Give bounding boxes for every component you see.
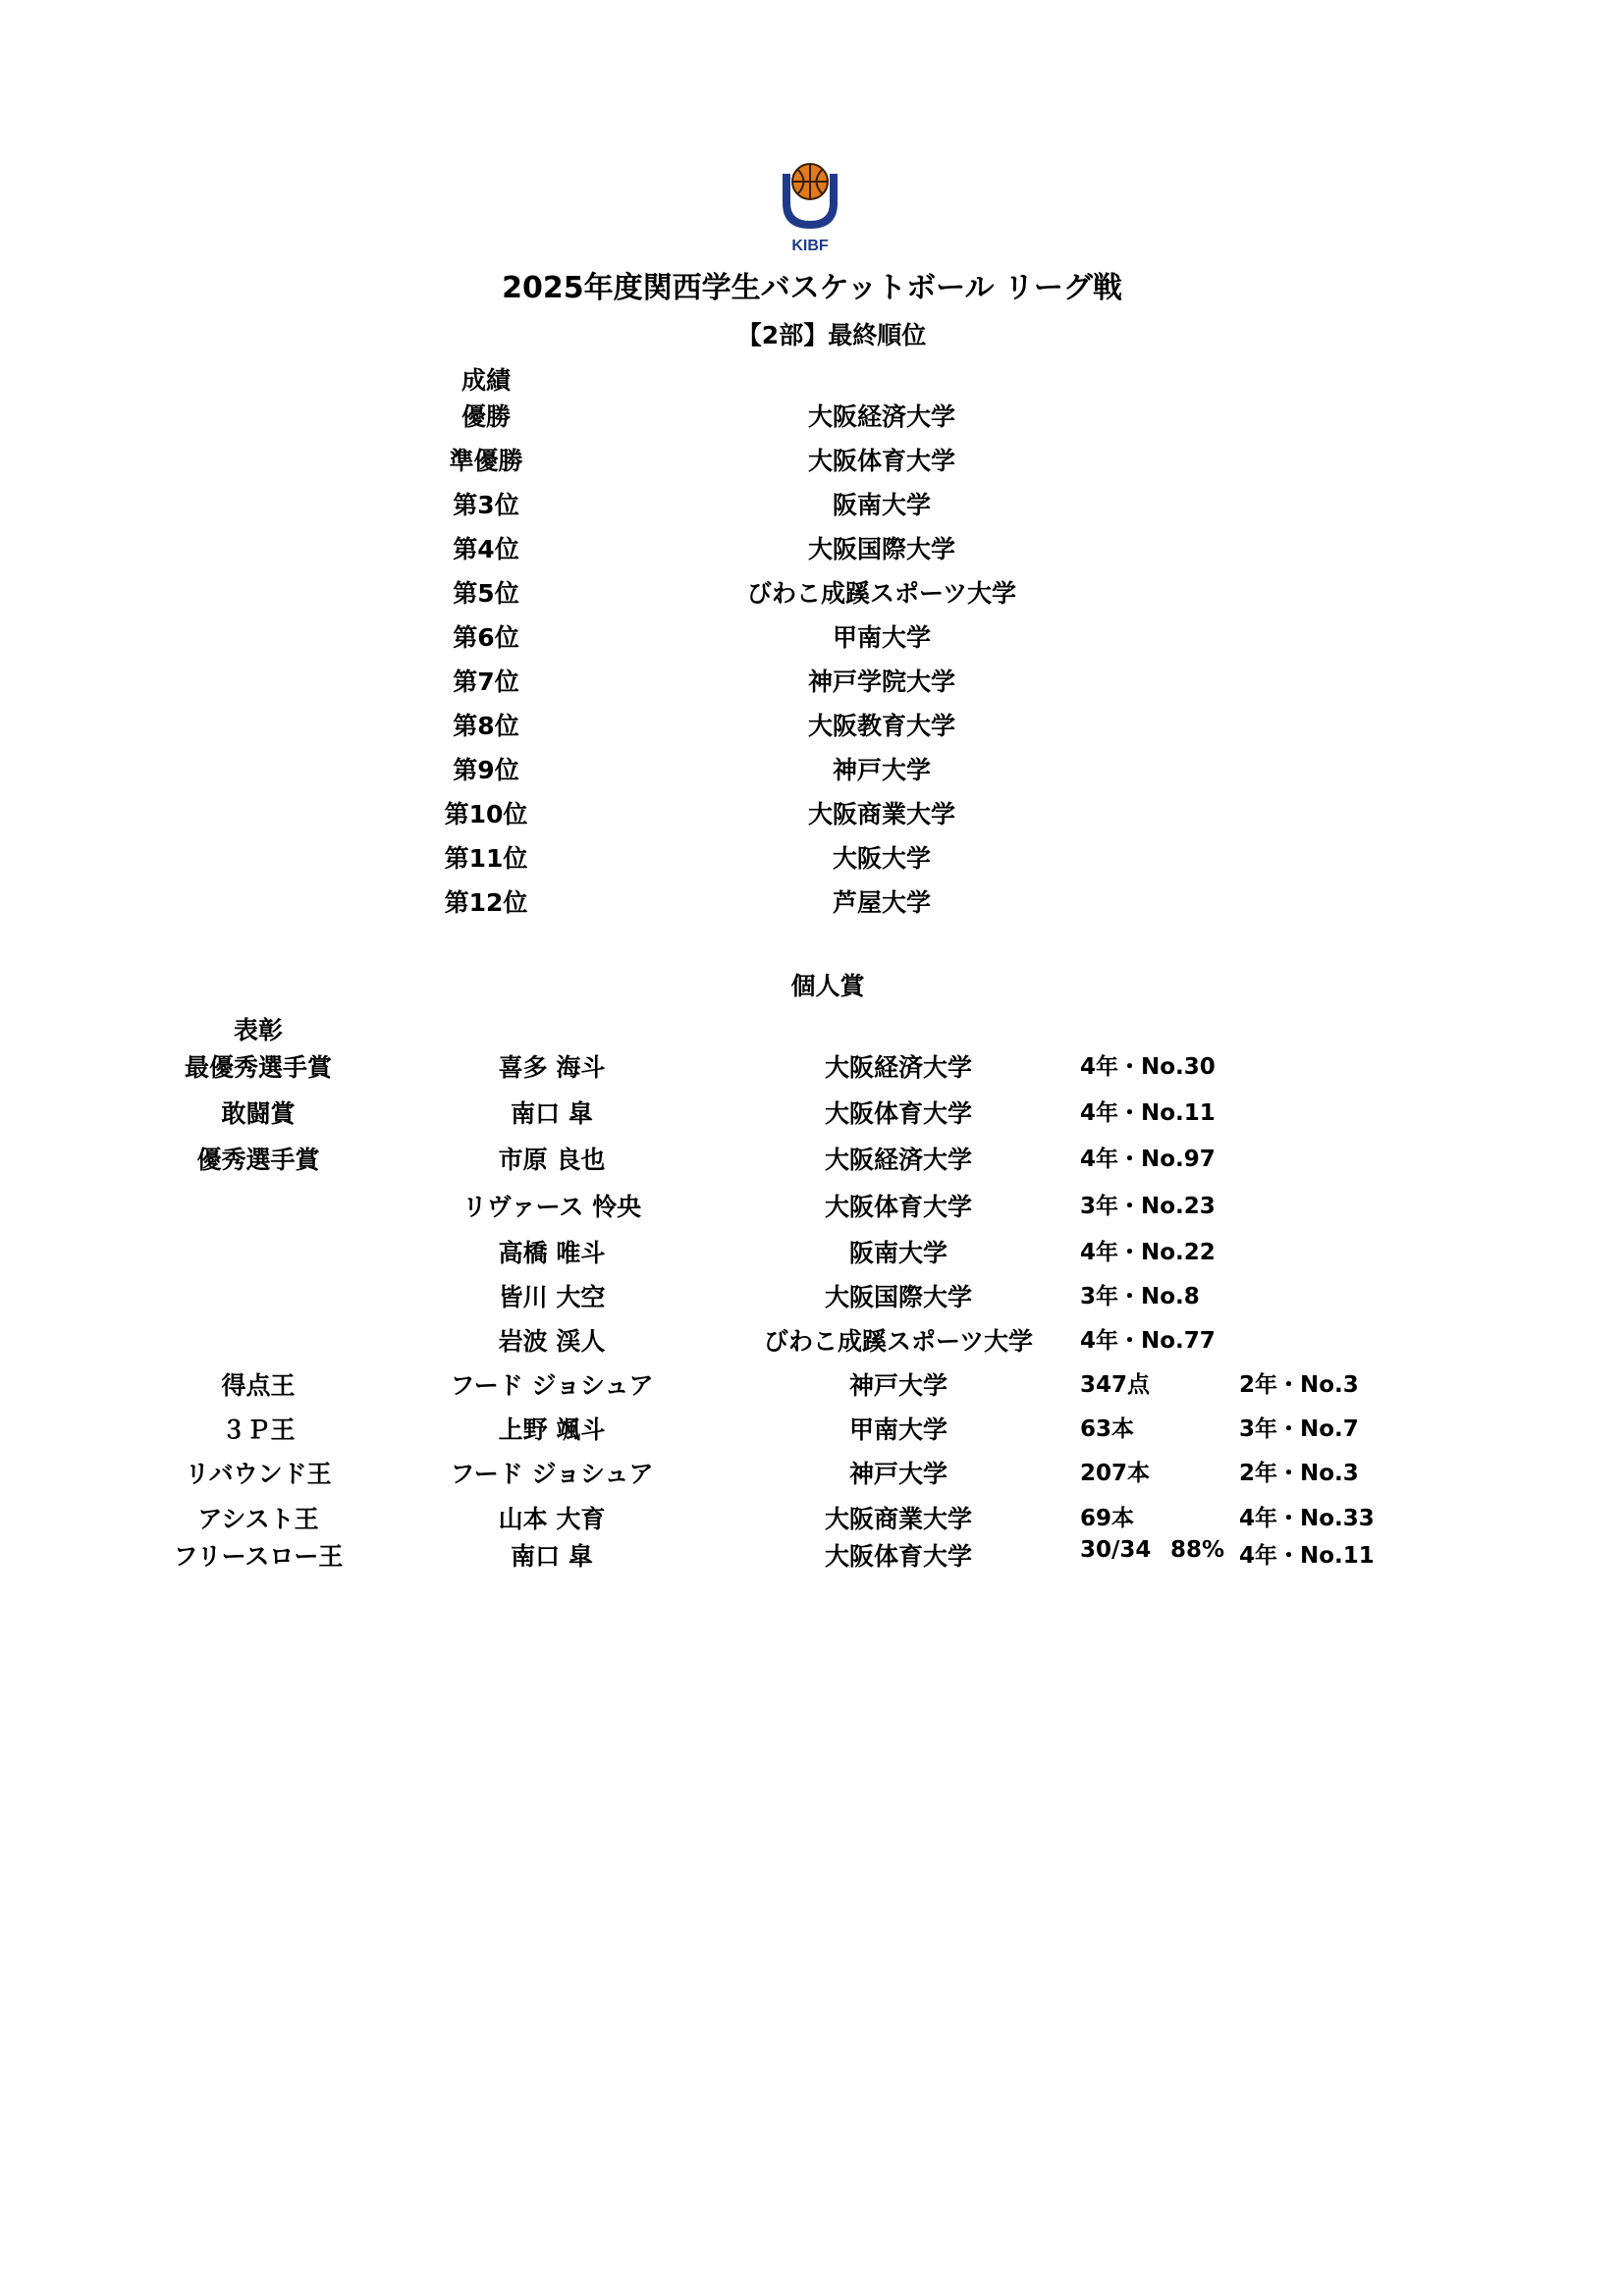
standing-rank: 第9位 xyxy=(453,756,519,784)
award-team: 大阪経済大学 xyxy=(824,1146,973,1174)
standing-team: 大阪商業大学 xyxy=(807,800,956,828)
standing-team: 大阪教育大学 xyxy=(807,712,956,740)
award-team: 大阪体育大学 xyxy=(824,1193,973,1221)
award-name: 最優秀選手賞 xyxy=(184,1053,333,1082)
award-player-info: 3年・No.7 xyxy=(1239,1416,1359,1442)
award-player: フード ジョシュア xyxy=(450,1460,654,1488)
standings-label: 成績 xyxy=(460,366,512,395)
award-stat: 30/34 xyxy=(1080,1537,1152,1563)
award-stat: 4年・No.97 xyxy=(1080,1147,1216,1172)
award-player: 山本 大育 xyxy=(498,1505,606,1533)
awards-heading: 個人賞 xyxy=(790,972,865,1000)
standing-rank: 優勝 xyxy=(460,402,512,431)
award-player: 皆川 大空 xyxy=(498,1283,606,1311)
award-name: リバウンド王 xyxy=(185,1460,332,1488)
award-team: 大阪体育大学 xyxy=(824,1542,973,1571)
award-name: フリースロー王 xyxy=(173,1542,344,1571)
standing-team: 大阪国際大学 xyxy=(807,535,956,563)
award-stat: 4年・No.30 xyxy=(1080,1054,1216,1080)
award-name: 優秀選手賞 xyxy=(196,1146,320,1174)
award-player-info: 4年・No.11 xyxy=(1239,1543,1375,1569)
standing-rank: 第12位 xyxy=(444,888,528,917)
standing-rank: 第10位 xyxy=(444,800,528,828)
award-stat: 4年・No.22 xyxy=(1080,1240,1216,1265)
standing-team: 阪南大学 xyxy=(832,491,932,519)
standing-rank: 第11位 xyxy=(444,844,528,873)
standing-rank: 第5位 xyxy=(453,579,519,608)
award-stat: 63本 xyxy=(1080,1416,1135,1442)
standing-rank: 第8位 xyxy=(453,712,519,740)
award-team: 阪南大学 xyxy=(848,1239,948,1267)
award-stat: 207本 xyxy=(1080,1461,1151,1486)
award-player: 市原 良也 xyxy=(498,1146,606,1174)
standing-rank: 第7位 xyxy=(453,667,519,696)
standing-team: 大阪大学 xyxy=(832,844,932,873)
award-player-info: 2年・No.3 xyxy=(1239,1461,1359,1486)
standing-team: 大阪体育大学 xyxy=(807,447,956,475)
page-title: 2025年度関西学生バスケットボール リーグ戦 xyxy=(502,271,1122,305)
award-player: リヴァース 怜央 xyxy=(461,1193,642,1221)
standing-team: 神戸大学 xyxy=(832,756,932,784)
award-stat: 3年・No.8 xyxy=(1080,1284,1200,1309)
award-team: 大阪商業大学 xyxy=(824,1505,973,1533)
award-player: 南口 皐 xyxy=(511,1542,593,1571)
standing-team: 芦屋大学 xyxy=(832,888,932,917)
standing-rank: 第4位 xyxy=(453,535,519,563)
standing-rank: 第3位 xyxy=(453,491,519,519)
award-stat: 69本 xyxy=(1080,1506,1135,1531)
award-player: 南口 皐 xyxy=(511,1099,593,1128)
award-team: 神戸大学 xyxy=(848,1371,948,1400)
award-player: 岩波 渓人 xyxy=(498,1327,606,1356)
award-player: フード ジョシュア xyxy=(450,1371,654,1400)
award-stat: 4年・No.11 xyxy=(1080,1100,1216,1126)
award-team: 大阪国際大学 xyxy=(824,1283,973,1311)
standing-team: びわこ成蹊スポーツ大学 xyxy=(746,579,1017,608)
standing-team: 甲南大学 xyxy=(832,623,932,652)
award-name: 得点王 xyxy=(221,1371,296,1400)
award-percent: 88% xyxy=(1170,1537,1225,1563)
award-name: アシスト王 xyxy=(197,1505,319,1533)
logo-text: KIBF xyxy=(791,238,829,254)
standing-team: 神戸学院大学 xyxy=(807,667,956,696)
award-team: 甲南大学 xyxy=(848,1415,948,1444)
award-team: 神戸大学 xyxy=(848,1460,948,1488)
award-stat: 3年・No.23 xyxy=(1080,1194,1216,1219)
award-stat: 4年・No.77 xyxy=(1080,1328,1216,1354)
award-team: 大阪体育大学 xyxy=(824,1099,973,1128)
award-player: 喜多 海斗 xyxy=(498,1053,606,1082)
award-player: 上野 颯斗 xyxy=(498,1415,606,1444)
award-player-info: 2年・No.3 xyxy=(1239,1372,1359,1398)
awards-label: 表彰 xyxy=(233,1016,284,1044)
award-team: 大阪経済大学 xyxy=(824,1053,973,1082)
standing-team: 大阪経済大学 xyxy=(807,402,956,431)
standing-rank: 準優勝 xyxy=(449,447,523,475)
award-name: 敢闘賞 xyxy=(221,1099,296,1128)
page-subtitle: 【2部】最終順位 xyxy=(736,321,927,349)
award-team: びわこ成蹊スポーツ大学 xyxy=(763,1327,1034,1356)
award-player-info: 4年・No.33 xyxy=(1239,1506,1375,1531)
award-name: ３Ｐ王 xyxy=(221,1415,296,1444)
award-stat: 347点 xyxy=(1080,1372,1151,1398)
award-player: 高橋 唯斗 xyxy=(498,1239,606,1267)
standing-rank: 第6位 xyxy=(453,623,519,652)
kibf-logo xyxy=(776,162,844,255)
